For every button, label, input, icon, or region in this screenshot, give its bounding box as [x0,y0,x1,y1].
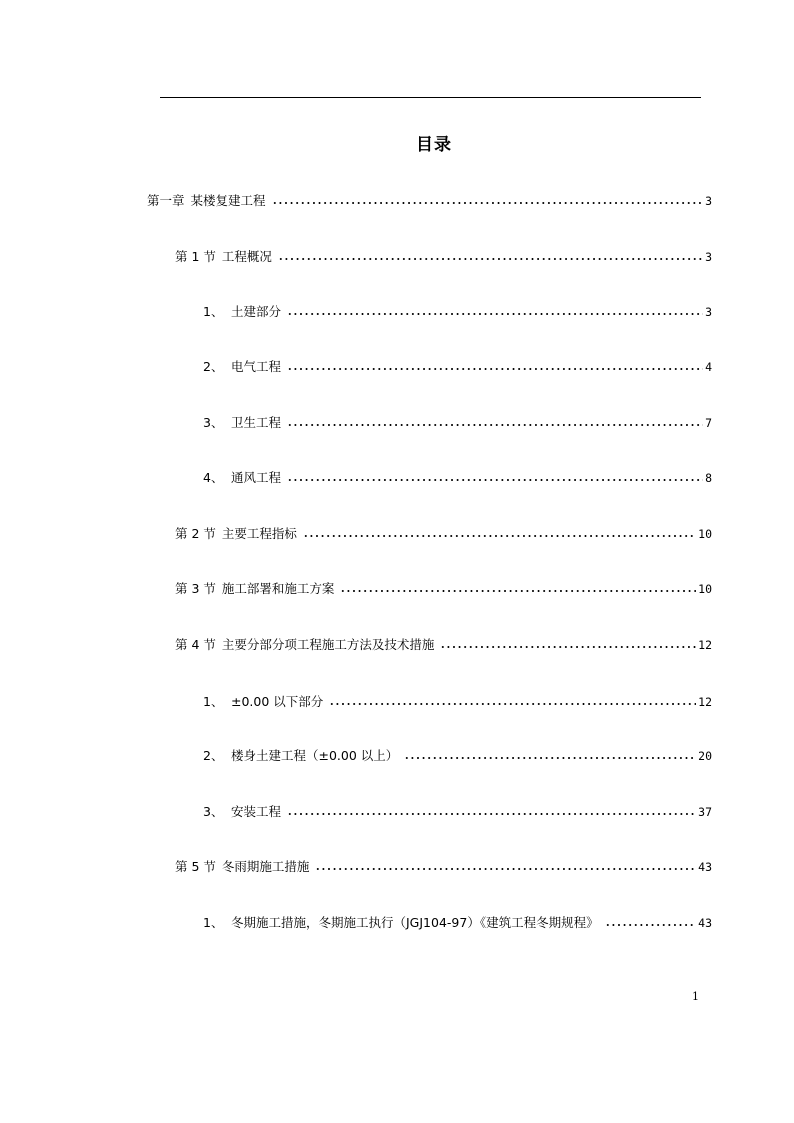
toc-entry-subsection[interactable] [203,302,712,322]
toc-entry-page: 3 [705,194,712,208]
dot-leader [287,302,703,322]
toc-entry-number: 2、 [203,359,224,374]
header-rule [160,97,701,98]
toc-entry-number: 第 2 节 [175,526,216,541]
toc-entry-page: 20 [698,749,712,763]
toc-entry-number: 第 3 节 [175,581,216,596]
toc-entry-text: 主要分部分项工程施工方法及技术措施 [221,637,435,652]
toc-entry-text: 冬期施工措施，冬期施工执行（JGJ104-97）《建筑工程冬期规程》 [231,915,599,930]
dot-leader [340,579,696,599]
toc-entry-chapter-1[interactable] [147,191,712,211]
toc-entry-number: 第 4 节 [175,637,216,652]
dot-leader [287,357,703,377]
toc-entry-number: 2、 [203,748,224,763]
toc-entry-number: 3、 [203,804,224,819]
toc-entry-section-2[interactable] [175,524,712,544]
dot-leader [287,802,696,822]
toc-entry-subsection[interactable] [203,413,712,433]
toc-entry-text: 某楼复建工程 [190,193,266,208]
toc-entry-number: 1、 [203,694,224,709]
toc-entry-page: 3 [705,250,712,264]
toc-entry-number: 1、 [203,915,224,930]
toc-entry-number: 第 1 节 [175,249,216,264]
dot-leader [329,692,696,712]
dot-leader [278,247,703,267]
dot-leader [287,468,703,488]
toc-entry-text: ±0.00 以下部分 [231,694,324,709]
toc-entry-number: 1、 [203,304,224,319]
toc-entry-number: 4、 [203,470,224,485]
toc-entry-text: 通风工程 [231,470,282,485]
toc-entry-page: 10 [698,527,712,541]
toc-entry-page: 43 [698,860,712,874]
toc-entry-text: 主要工程指标 [221,526,297,541]
toc-entry-page: 7 [705,416,712,430]
toc-entry-page: 3 [705,305,712,319]
toc-entry-page: 4 [705,360,712,374]
toc-entry-number: 第 5 节 [175,859,216,874]
dot-leader [287,413,703,433]
toc-entry-subsection[interactable] [203,692,712,712]
toc-entry-subsection[interactable] [203,468,712,488]
toc-entry-section-3[interactable] [175,579,712,599]
dot-leader [272,191,704,211]
dot-leader [404,746,696,766]
toc-entry-number: 第一章 [147,193,185,208]
toc-entry-page: 12 [698,695,712,709]
toc-entry-section-4[interactable] [175,635,712,655]
toc-entry-page: 37 [698,805,712,819]
toc-entry-text: 土建部分 [231,304,282,319]
toc-entry-page: 12 [698,638,712,652]
page-title: 目录 [416,135,452,155]
dot-leader [303,524,696,544]
toc-entry-text: 工程概况 [221,249,272,264]
toc-entry-page: 43 [698,916,712,930]
toc-entry-text: 安装工程 [231,804,282,819]
toc-entry-subsection[interactable] [203,802,712,822]
toc-entry-subsection[interactable] [203,357,712,377]
toc-entry-text: 卫生工程 [231,415,282,430]
toc-entry-page: 10 [698,582,712,596]
toc-entry-section-1[interactable] [175,247,712,267]
dot-leader [440,635,696,655]
toc-entry-text: 冬雨期施工措施 [221,859,310,874]
toc-entry-text: 电气工程 [231,359,282,374]
dot-leader [315,857,696,877]
dot-leader [605,913,697,933]
toc-entry-text: 施工部署和施工方案 [221,581,335,596]
toc-entry-subsection[interactable] [203,913,712,933]
toc-entry-number: 3、 [203,415,224,430]
toc-entry-text: 楼身土建工程（±0.00 以上） [231,748,399,763]
toc-entry-page: 8 [705,471,712,485]
page-number: 1 [692,990,699,1003]
toc-entry-section-5[interactable] [175,857,712,877]
toc-entry-subsection[interactable] [203,746,712,766]
